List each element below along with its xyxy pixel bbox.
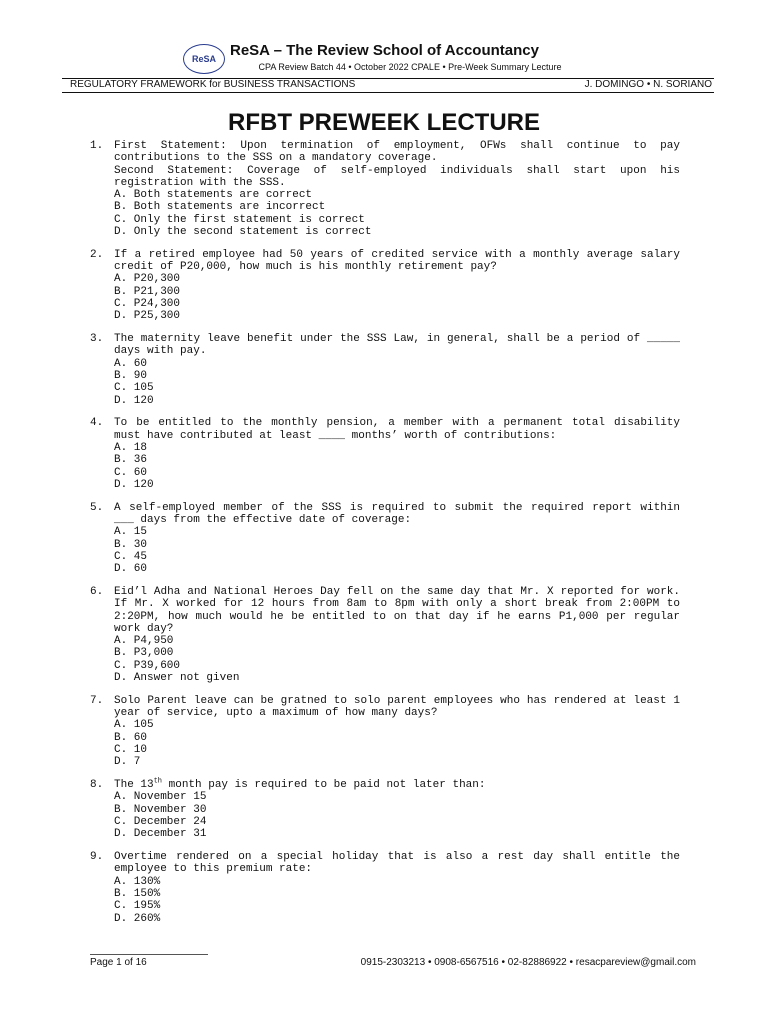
- option-d: D. 7: [114, 756, 141, 769]
- school-name: ReSA – The Review School of Accountancy: [230, 42, 539, 59]
- authors-label: J. DOMINGO • N. SORIANO: [584, 79, 712, 90]
- question-5: [90, 502, 680, 576]
- option-a: A. Both statements are correct: [114, 189, 313, 202]
- option-a: A. 15: [114, 526, 148, 539]
- question-text-second: Second Statement: Coverage of self-employed individuals shall start upon his registration with the SSS.: [114, 164, 680, 189]
- option-b: B. Both statements are incorrect: [114, 201, 326, 214]
- option-c: C. 10: [114, 744, 148, 757]
- question-1: [90, 140, 680, 238]
- batch-line: CPA Review Batch 44 • October 2022 CPALE • Pre-Week Summary Lecture: [258, 62, 562, 72]
- option-b: B. P21,300: [114, 285, 181, 298]
- option-c: C. December 24: [114, 816, 207, 829]
- question-number: 2.: [90, 248, 104, 261]
- footer-rule: [90, 954, 208, 955]
- option-b: B. 30: [114, 538, 148, 551]
- option-a: A. P4,950: [114, 635, 174, 648]
- question-text: Eid’l Adha and National Heroes Day fell on the same day that Mr. X reported for work. If Mr. X worked for 12 hours from 8am to 8pm with only a short break from 2:00PM to 2:20PM, how much would he be entitled to on that day if he earns P1,000 per regular work day?: [114, 586, 680, 635]
- question-number: 9.: [90, 851, 104, 864]
- option-b: B. 150%: [114, 888, 161, 901]
- option-a: A. 18: [114, 442, 148, 455]
- question-list: [90, 140, 680, 935]
- header-rule-bottom: [62, 92, 714, 93]
- question-text: If a retired employee had 50 years of credited service with a monthly average salary credit of P20,000, how much is his monthly retirement pay?: [114, 248, 680, 274]
- option-b: B. P3,000: [114, 647, 174, 660]
- question-number: 1.: [90, 140, 104, 152]
- option-c: C. P39,600: [114, 659, 181, 672]
- option-c: C. P24,300: [114, 298, 181, 311]
- page-number: Page 1 of 16: [90, 957, 147, 968]
- question-4: [90, 417, 680, 491]
- question-number: 7.: [90, 694, 104, 707]
- question-3: [90, 333, 680, 407]
- option-b: B. 36: [114, 454, 148, 467]
- contact-info: 0915-2303213 • 0908-6567516 • 02-82886922 • resacpareview@gmail.com: [360, 957, 696, 968]
- question-9: [90, 851, 680, 925]
- question-text: [114, 779, 680, 791]
- question-text: A self-employed member of the SSS is required to submit the required report within ___ days from the effective date of coverage:: [114, 501, 680, 527]
- option-c: C. 195%: [114, 900, 161, 913]
- question-number: 6.: [90, 586, 104, 598]
- question-text: To be entitled to the monthly pension, a member with a permanent total disability must have contributed at least ____ months’ worth of contributions:: [114, 417, 680, 442]
- question-number: 4.: [90, 417, 104, 430]
- option-b: B. 90: [114, 370, 148, 383]
- option-d: D. 120: [114, 394, 154, 407]
- question-6: [90, 586, 680, 684]
- question-number: 8.: [90, 779, 104, 792]
- page-title: RFBT PREWEEK LECTURE: [228, 109, 540, 136]
- question-text: The maternity leave benefit under the SSS Law, in general, shall be a period of _____ days with pay.: [114, 333, 680, 358]
- option-d: D. December 31: [114, 828, 207, 841]
- option-d: D. 60: [114, 563, 148, 576]
- question-text-after: month pay is required to be paid not later than:: [162, 779, 486, 792]
- logo-text: ReSA: [191, 54, 216, 64]
- question-text: First Statement: Upon termination of employment, OFWs shall continue to pay contributions to the SSS on a mandatory coverage.: [114, 140, 680, 165]
- question-number: 5.: [90, 501, 104, 514]
- option-c: C. 45: [114, 550, 148, 563]
- option-d: D. 260%: [114, 912, 161, 925]
- question-7: [90, 695, 680, 769]
- question-text-before: The 13: [114, 779, 154, 792]
- option-b: B. November 30: [114, 803, 207, 816]
- option-a: A. 105: [114, 719, 154, 732]
- question-text: Solo Parent leave can be gratned to solo parent employees who has rendered at least 1 year of service, upto a maximum of how many days?: [114, 694, 680, 720]
- option-a: A. 130%: [114, 875, 161, 888]
- option-c: C. Only the first statement is correct: [114, 213, 365, 226]
- option-d: D. Answer not given: [114, 672, 240, 685]
- option-d: D. P25,300: [114, 310, 181, 323]
- question-8: [90, 779, 680, 840]
- ordinal-superscript: th: [153, 777, 163, 786]
- option-a: A. P20,300: [114, 273, 181, 286]
- option-d: D. 120: [114, 478, 154, 491]
- question-number: 3.: [90, 333, 104, 346]
- option-a: A. November 15: [114, 791, 207, 804]
- question-2: [90, 249, 680, 323]
- subject-label: REGULATORY FRAMEWORK for BUSINESS TRANSACTIONS: [70, 79, 356, 90]
- option-a: A. 60: [114, 357, 148, 370]
- option-c: C. 105: [114, 382, 154, 395]
- option-c: C. 60: [114, 466, 148, 479]
- option-b: B. 60: [114, 731, 148, 744]
- question-text: Overtime rendered on a special holiday that is also a rest day shall entitle the employee to this premium rate:: [114, 851, 680, 876]
- option-d: D. Only the second statement is correct: [114, 226, 372, 239]
